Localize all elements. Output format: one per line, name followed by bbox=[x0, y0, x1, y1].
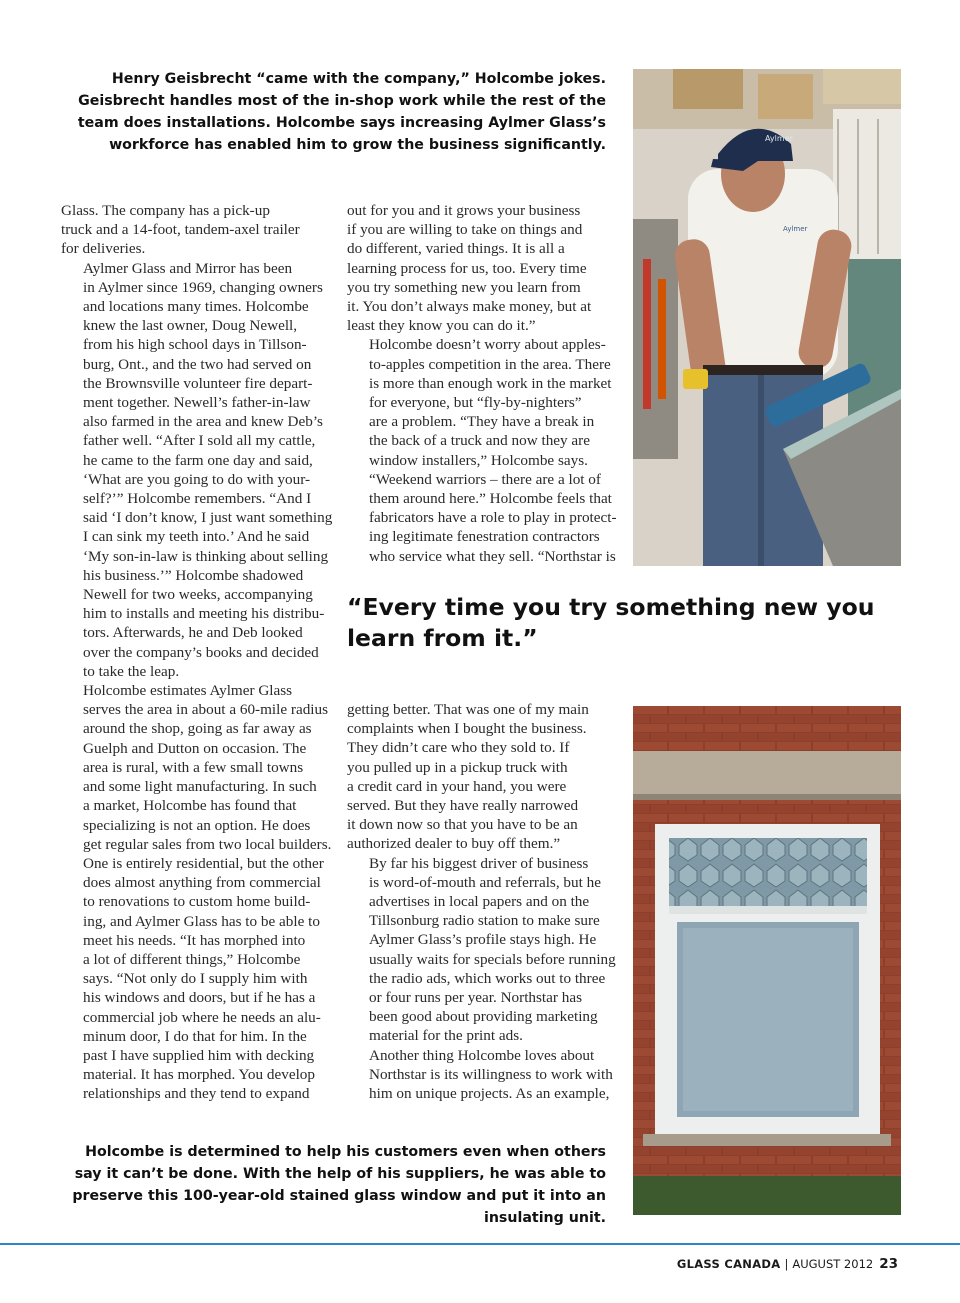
text-line: knew the last owner, Doug Newell, bbox=[83, 317, 298, 335]
text-line: least they know you can do it.” bbox=[347, 317, 536, 335]
text-line: learning process for us, too. Every time bbox=[347, 259, 587, 277]
caption-line: Holcombe is determined to help his customers even when others bbox=[85, 1144, 606, 1160]
article-paragraph bbox=[347, 1046, 619, 1104]
text-line: from his high school days in Tillson- bbox=[83, 336, 307, 354]
caption-line: Geisbrecht handles most of the in-shop work while the rest of the bbox=[78, 93, 606, 109]
text-line: ‘What are you going to do with your- bbox=[83, 470, 311, 488]
text-line: relationships and they tend to expand bbox=[83, 1085, 310, 1103]
text-line: area is rural, with a few small towns bbox=[83, 758, 304, 776]
photo-stained-glass-window bbox=[633, 706, 901, 1215]
page-number: 23 bbox=[879, 1256, 898, 1272]
article-paragraph bbox=[347, 335, 619, 565]
photo-worker-cutting-glass bbox=[633, 69, 901, 566]
text-line: past I have supplied him with decking bbox=[83, 1046, 315, 1064]
text-line: Newell for two weeks, accompanying bbox=[83, 586, 313, 604]
caption-line: team does installations. Holcombe says increasing Aylmer Glass’s bbox=[77, 115, 606, 131]
text-line: the Brownsville volunteer fire depart- bbox=[83, 374, 313, 392]
text-line: Glass. The company has a pick-up bbox=[61, 202, 270, 219]
text-line: you pulled up in a pickup truck with bbox=[347, 758, 568, 776]
text-line: ing legitimate fenestration contractors bbox=[369, 528, 600, 546]
caption-line: Henry Geisbrecht “came with the company,” Holcombe jokes. bbox=[111, 71, 606, 87]
text-line: said ‘I don’t know, I just want something bbox=[83, 509, 333, 527]
text-line: over the company’s books and decided bbox=[83, 643, 319, 661]
text-line: also farmed in the area and knew Deb’s bbox=[83, 413, 323, 431]
text-line: fabricators have a role to play in protect- bbox=[369, 509, 617, 527]
text-line: to renovations to custom home build- bbox=[83, 893, 311, 911]
text-line: ment together. Newell’s father-in-law bbox=[83, 394, 311, 412]
caption-line: say it can’t be done. With the help of his suppliers, he was able to bbox=[74, 1166, 606, 1182]
text-line: minum door, I do that for him. In the bbox=[83, 1027, 307, 1045]
text-line: One is entirely residential, but the other bbox=[83, 854, 324, 872]
text-line: Tillsonburg radio station to make sure bbox=[369, 912, 600, 930]
text-line: out for you and it grows your business bbox=[347, 202, 581, 219]
window-photo-illustration bbox=[633, 706, 901, 1215]
article-paragraph bbox=[61, 201, 333, 259]
shirt-logo-text: Aylmer bbox=[783, 225, 808, 233]
text-line: ing, and Aylmer Glass has to be able to bbox=[83, 912, 320, 930]
footer-separator: | bbox=[784, 1257, 789, 1271]
photo-caption-bottom bbox=[60, 1141, 606, 1229]
text-line: a credit card in your hand, you were bbox=[347, 777, 567, 795]
text-line: complaints when I bought the business. bbox=[347, 720, 587, 738]
text-line: you try something new you learn from bbox=[347, 278, 581, 296]
article-column-left bbox=[61, 201, 333, 1104]
text-line: Aylmer Glass’s profile stays high. He bbox=[369, 931, 597, 949]
text-line: father well. “After I sold all my cattle, bbox=[83, 432, 316, 450]
text-line: it down now so that you have to be an bbox=[347, 816, 578, 834]
text-line: to-apples competition in the area. There bbox=[369, 355, 611, 373]
text-line: for everyone, but “fly-by-nighters” bbox=[369, 394, 582, 412]
text-line: him on unique projects. As an example, bbox=[369, 1085, 610, 1103]
worker-photo-illustration bbox=[633, 69, 901, 566]
article-paragraph bbox=[61, 259, 333, 681]
text-line: it. You don’t always make money, but at bbox=[347, 298, 592, 316]
text-line: material. It has morphed. You develop bbox=[83, 1066, 315, 1084]
footer-rule bbox=[0, 1243, 960, 1245]
text-line: meet his needs. “It has morphed into bbox=[83, 931, 306, 949]
article-column-middle-bottom bbox=[347, 700, 619, 1103]
text-line: if you are willing to take on things and bbox=[347, 221, 583, 239]
text-line: is word-of-mouth and referrals, but he bbox=[369, 873, 601, 891]
text-line: around the shop, going as far away as bbox=[83, 720, 312, 738]
text-line: and some light manufacturing. In such bbox=[83, 778, 317, 796]
text-line: does almost anything from commercial bbox=[83, 874, 321, 892]
text-line: getting better. That was one of my main bbox=[347, 701, 589, 718]
text-line: specializing is not an option. He does bbox=[83, 816, 311, 834]
caption-line: preserve this 100-year-old stained glass window and put it into an bbox=[72, 1188, 606, 1204]
text-line: authorized dealer to buy off them.” bbox=[347, 835, 561, 853]
article-paragraph bbox=[347, 854, 619, 1046]
text-line: burg, Ont., and the two had served on bbox=[83, 355, 312, 373]
text-line: he came to the farm one day and said, bbox=[83, 451, 313, 469]
text-line: serves the area in about a 60-mile radius bbox=[83, 701, 329, 719]
caption-line: workforce has enabled him to grow the business significantly. bbox=[109, 137, 606, 153]
text-line: truck and a 14-foot, tandem-axel trailer bbox=[61, 221, 300, 239]
text-line: self?’” Holcombe remembers. “And I bbox=[83, 490, 312, 508]
text-line: and locations many times. Holcombe bbox=[83, 298, 309, 316]
text-line: commercial job where he needs an alu- bbox=[83, 1008, 321, 1026]
text-line: says. “Not only do I supply him with bbox=[83, 970, 308, 988]
text-line: do different, varied things. It is all a bbox=[347, 240, 565, 258]
text-line: Holcombe estimates Aylmer Glass bbox=[83, 682, 293, 700]
text-line: window installers,” Holcombe says. bbox=[369, 451, 588, 469]
text-line: They didn’t care who they sold to. If bbox=[347, 739, 570, 757]
caption-line: insulating unit. bbox=[483, 1210, 606, 1226]
text-line: I can sink my teeth into.’ And he said bbox=[83, 528, 310, 546]
text-line: Guelph and Dutton on occasion. The bbox=[83, 739, 307, 757]
text-line: Northstar is its willingness to work with bbox=[369, 1065, 613, 1083]
text-line: Holcombe doesn’t worry about apples- bbox=[369, 336, 606, 354]
text-line: them around here.” Holcombe feels that bbox=[369, 490, 612, 508]
text-line: him to installs and meeting his distribu- bbox=[83, 605, 325, 623]
text-line: for deliveries. bbox=[61, 240, 146, 258]
text-line: Another thing Holcombe loves about bbox=[369, 1046, 595, 1064]
text-line: By far his biggest driver of business bbox=[369, 854, 589, 872]
text-line: served. But they have really narrowed bbox=[347, 797, 579, 815]
text-line: tors. Afterwards, he and Deb looked bbox=[83, 624, 303, 642]
text-line: who service what they sell. “Northstar is bbox=[369, 547, 616, 565]
text-line: usually waits for specials before running bbox=[369, 950, 616, 968]
text-line: are a problem. “They have a break in bbox=[369, 413, 595, 431]
text-line: to take the leap. bbox=[83, 662, 180, 680]
issue-date: AUGUST 2012 bbox=[792, 1257, 874, 1271]
page-footer bbox=[677, 1256, 898, 1272]
article-paragraph bbox=[61, 681, 333, 1103]
article-paragraph bbox=[347, 201, 619, 335]
text-line: is more than enough work in the market bbox=[369, 374, 612, 392]
photo-caption-top bbox=[60, 68, 606, 156]
text-line: his business.’” Holcombe shadowed bbox=[83, 566, 304, 584]
magazine-name: GLASS CANADA bbox=[676, 1257, 781, 1271]
text-line: ‘My son-in-law is thinking about selling bbox=[83, 547, 329, 565]
article-paragraph bbox=[347, 700, 619, 854]
text-line: a lot of different things,” Holcombe bbox=[83, 950, 301, 968]
text-line: material for the print ads. bbox=[369, 1027, 523, 1045]
text-line: been good about providing marketing bbox=[369, 1008, 598, 1026]
article-column-middle-top bbox=[347, 201, 619, 566]
text-line: Aylmer Glass and Mirror has been bbox=[83, 259, 293, 277]
text-line: get regular sales from two local builders. bbox=[83, 835, 332, 853]
text-line: a market, Holcombe has found that bbox=[83, 797, 297, 815]
text-line: in Aylmer since 1969, changing owners bbox=[83, 278, 323, 296]
text-line: or four runs per year. Northstar has bbox=[369, 989, 582, 1007]
text-line: his windows and doors, but if he has a bbox=[83, 989, 316, 1007]
text-line: the radio ads, which works out to three bbox=[369, 969, 606, 987]
text-line: “Weekend warriors – there are a lot of bbox=[369, 470, 601, 488]
cap-logo-text: Aylmer bbox=[765, 134, 793, 143]
pull-quote-line: learn from it.” bbox=[347, 624, 538, 652]
pull-quote-line: “Every time you try something new you bbox=[347, 593, 875, 621]
text-line: the back of a truck and now they are bbox=[369, 432, 590, 450]
text-line: advertises in local papers and on the bbox=[369, 893, 590, 911]
pull-quote bbox=[347, 592, 907, 654]
